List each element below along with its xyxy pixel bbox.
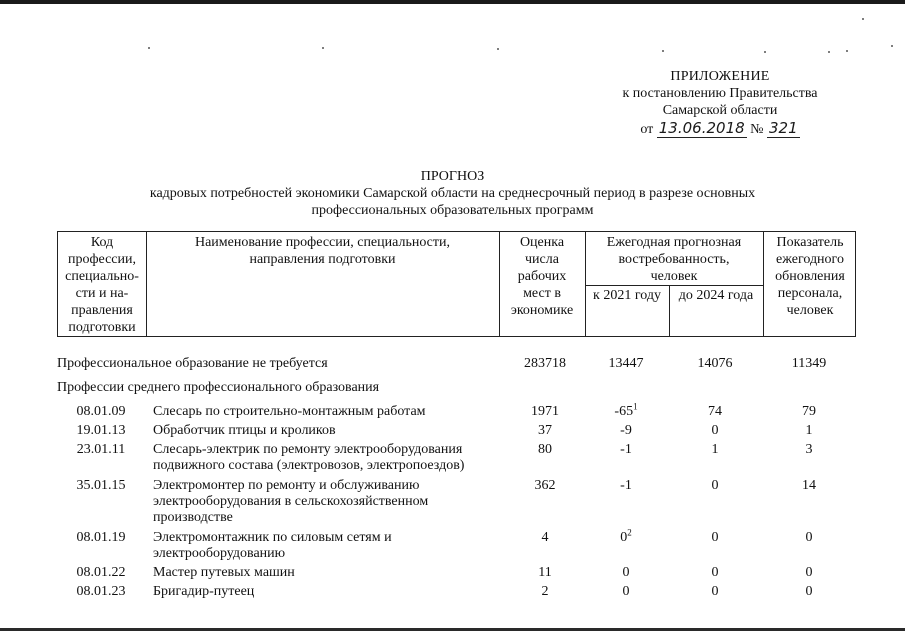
cell-2021: 13447 (608, 356, 644, 371)
cell-2021: -1 (620, 442, 632, 457)
cell-estimate: 2 (541, 584, 549, 599)
name-line: Бригадир-путеец (153, 584, 255, 599)
heading-subtitle: кадровых потребностей экономики Самарской области на среднесрочный период в разрезе основных (149, 186, 756, 201)
header-estimate: Оценка числа рабочих мест в экономике (510, 235, 574, 318)
cell-name (153, 478, 498, 526)
cell-2024: 74 (708, 404, 722, 419)
scan-speck (148, 47, 150, 49)
cell-code: 08.01.19 (76, 529, 126, 545)
scan-speck (828, 51, 830, 53)
header-annual-demand: Ежегодная прогнозная востребованность, человек (606, 235, 742, 284)
appendix-line: к постановлению Правительства (622, 86, 818, 101)
appendix-block (560, 68, 880, 138)
cell-renewal: 0 (805, 584, 813, 599)
cell-renewal: 14 (802, 477, 816, 493)
name-line: производстве (153, 509, 233, 525)
name-line: Обработчик птицы и кроликов (153, 423, 336, 438)
header-year-2024: до 2024 года (678, 288, 754, 303)
cell-renewal: 0 (805, 565, 813, 580)
cell-2024: 0 (711, 529, 719, 545)
table-header (57, 231, 856, 337)
cell-code: 08.01.23 (76, 584, 126, 599)
cell-estimate: 283718 (524, 356, 566, 371)
cell-name (153, 565, 498, 581)
date-prefix: от (640, 122, 654, 137)
scan-speck (662, 50, 664, 52)
table-row (57, 423, 856, 440)
cell-name (153, 442, 498, 474)
cell-name (153, 404, 498, 420)
table-row (57, 584, 856, 601)
cell-renewal: 3 (805, 442, 813, 457)
scan-edge-top (0, 0, 905, 4)
name-line: электрооборудованию (153, 545, 286, 561)
document-heading (60, 168, 845, 219)
name-line: Слесарь по строительно-монтажным работам (153, 404, 426, 419)
header-name: Наименование профессии, специальности, направления подготовки (194, 235, 451, 267)
table-row (57, 478, 856, 528)
table-row (57, 526, 856, 563)
handwritten-date: 13.06.2018 (658, 119, 745, 137)
table-row (57, 565, 856, 582)
cell-2024: 14076 (697, 356, 733, 371)
cell-code: 35.01.15 (76, 477, 126, 493)
cell-estimate: 80 (538, 442, 552, 457)
cell-2021: -9 (620, 423, 632, 438)
cell-2021: 0 (622, 584, 630, 599)
scan-speck (322, 47, 324, 49)
table-row (57, 442, 856, 475)
table-row (57, 401, 856, 421)
cell-2021: 0 (622, 565, 630, 580)
scan-speck (891, 45, 893, 47)
name-line: Электромонтажник по силовым сетям и (153, 529, 392, 545)
footnote-mark: 1 (633, 401, 638, 412)
cell-estimate: 1971 (531, 404, 559, 419)
heading-title: ПРОГНОЗ (420, 169, 485, 184)
name-line: подвижного состава (электровозов, электропоездов) (153, 458, 465, 473)
cell-renewal: 79 (802, 404, 816, 419)
cell-2024: 0 (711, 584, 719, 599)
cell-code: 08.01.22 (76, 565, 126, 580)
header-code: Код профессии, специально- сти и на- правления подготовки (65, 235, 139, 335)
appendix-line: Самарской области (662, 103, 778, 118)
footnote-mark: 2 (627, 526, 632, 537)
name-line: Слесарь-электрик по ремонту электрооборудования (153, 442, 463, 457)
appendix-date-line (560, 120, 880, 138)
name-line: Мастер путевых машин (153, 565, 295, 580)
cell-estimate: 362 (534, 477, 556, 493)
number-label: № (750, 122, 764, 137)
cell-2021: -1 (620, 477, 632, 493)
cell-code: 23.01.11 (76, 442, 126, 457)
cell-renewal: 1 (805, 423, 813, 438)
summary-row (57, 356, 856, 374)
cell-name (153, 584, 498, 600)
cell-renewal: 0 (805, 529, 813, 545)
cell-estimate: 11 (538, 565, 552, 580)
scan-edge-bottom (0, 628, 905, 631)
handwritten-number: 321 (769, 119, 798, 137)
scan-speck (846, 50, 848, 52)
cell-code: 08.01.09 (76, 404, 126, 419)
heading-subtitle: профессиональных образовательных программ (311, 203, 594, 218)
header-renewal: Показатель ежегодного обновления персонала, человек (775, 235, 845, 318)
cell-2021: $-65^1$ (614, 401, 638, 419)
appendix-title: ПРИЛОЖЕНИЕ (670, 69, 770, 84)
summary-name: Профессиональное образование не требуется (57, 356, 328, 371)
name-line: Электромонтер по ремонту и обслуживанию (153, 477, 420, 493)
scan-speck (764, 51, 766, 53)
cell-estimate: 4 (541, 529, 549, 545)
name-line: электрооборудования в сельскохозяйственном (153, 493, 429, 509)
section-title: Профессии среднего профессионального образования (57, 380, 380, 395)
scan-speck (497, 48, 499, 50)
cell-code: 19.01.13 (76, 423, 126, 438)
cell-2024: 1 (711, 442, 719, 457)
cell-renewal: 11349 (791, 356, 827, 371)
cell-2024: 0 (711, 423, 719, 438)
cell-2021: $0^2$ (620, 526, 632, 545)
cell-estimate: 37 (538, 423, 552, 438)
cell-2024: 0 (711, 565, 719, 580)
header-year-2021: к 2021 году (593, 288, 661, 303)
cell-name (153, 423, 498, 439)
cell-name (153, 530, 498, 562)
scan-speck (862, 18, 864, 20)
cell-2024: 0 (711, 477, 719, 493)
